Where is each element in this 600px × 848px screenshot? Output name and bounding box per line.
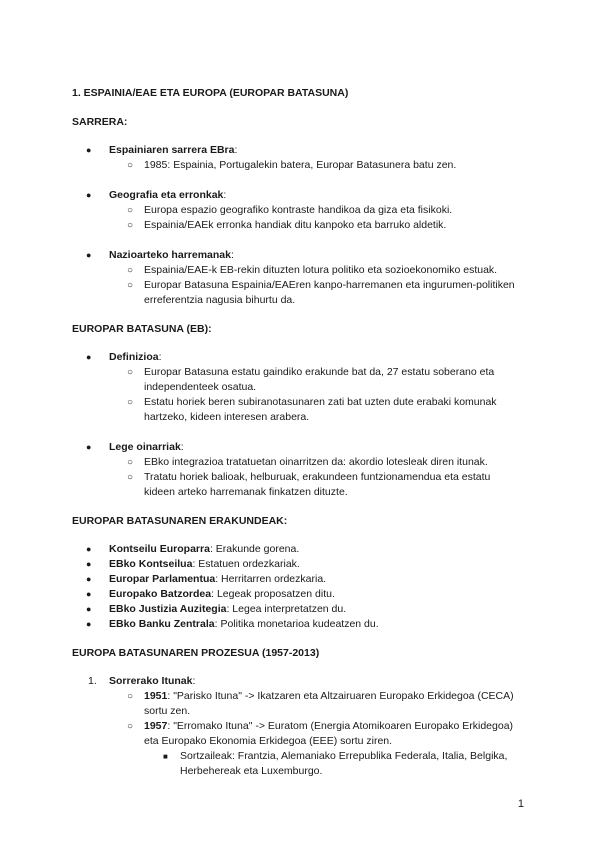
circle-bullet-icon: ○	[127, 367, 134, 378]
circle-bullet-icon: ○	[127, 472, 134, 483]
sub-list-item: ○ Europar Batasuna estatu gaindiko erakunde bat da, 27 estatu soberano eta independenteek osatua.	[127, 366, 495, 393]
sub-list-item: ○ Espainia/EAEk erronka handiak ditu kanpoko eta barruko aldetik.	[127, 219, 447, 231]
sub-list-item: ○ Espainia/EAE-k EB-rekin dituzten lotura politiko eta sozioekonomiko estuak.	[127, 264, 498, 276]
bullet-icon: ●	[86, 442, 92, 452]
sub-list-item: ○ 1957: "Erromako Ituna" -> Euratom (Energia Atomikoaren Europako Erkidegoa) eta Europako Ekonomia Erkidegoa (EEE) sortu ziren. ■ Sortzaileak: Frantzia, Alemaniako Errepublika Federala, Italia, Belgika, Herbehereak eta Luxemburgo.	[72, 719, 518, 779]
list-item: ● EBko Kontseilua: Estatuen ordezkariak.	[86, 558, 300, 570]
sub-list-item: ○ Estatu horiek beren subiranotasunaren zati bat uzten dute erabaki komunak hartzeko, kideen interesen arabera.	[127, 396, 497, 423]
circle-bullet-icon: ○	[127, 265, 134, 276]
eb-list	[72, 350, 518, 500]
section-heading-sarrera: SARRERA:	[72, 116, 128, 128]
bullet-icon: ●	[86, 145, 92, 155]
bullet-icon: ●	[86, 559, 92, 569]
section-heading-prozesua: EUROPA BATASUNAREN PROZESUA (1957-2013)	[72, 647, 320, 659]
list-item: ● Geografia eta erronkak: ○ Europa espazio geografiko kontraste handikoa da giza eta fisikoki. ○ Espainia/EAEk erronka handiak ditu kanpoko eta barruko aldetik.	[72, 188, 518, 233]
circle-bullet-icon: ○	[127, 160, 134, 171]
bullet-icon: ●	[86, 250, 92, 260]
bullet-icon: ●	[86, 619, 92, 629]
square-bullet-icon: ■	[163, 752, 168, 761]
section-heading-erakundeak: EUROPAR BATASUNAREN ERAKUNDEAK:	[72, 515, 288, 527]
sub-list-item: ○ Europa espazio geografiko kontraste handikoa da giza eta fisikoki.	[127, 204, 453, 216]
sub-list-item: ○ 1985: Espainia, Portugalekin batera, Europar Batasunera batu zen.	[127, 159, 457, 171]
sub-list-item: ○ Tratatu horiek balioak, helburuak, erakundeen funtzionamendua eta estatu kideen arteko harremanak finkatzen dituzte.	[127, 471, 491, 498]
section-heading-eb: EUROPAR BATASUNA (EB):	[72, 323, 212, 335]
sub-sub-list-item: ■ Sortzaileak: Frantzia, Alemaniako Errepublika Federala, Italia, Belgika, Herbehereak eta Luxemburgo.	[163, 750, 508, 777]
list-item: ● Kontseilu Europarra: Erakunde gorena.	[86, 543, 300, 555]
list-item: ● Espainiaren sarrera EBra: ○ 1985: Espainia, Portugalekin batera, Europar Batasunera batu zen.	[72, 143, 518, 173]
list-item: ● Europar Parlamentua: Herritarren ordezkaria.	[86, 573, 327, 585]
sub-list-item: ○ EBko integrazioa tratatuetan oinarritzen da: akordio lotesleak diren itunak.	[127, 456, 488, 468]
circle-bullet-icon: ○	[127, 220, 134, 231]
bullet-icon: ●	[86, 574, 92, 584]
bullet-icon: ●	[86, 589, 92, 599]
sub-list-item: ○ 1951: "Parisko Ituna" -> Ikatzaren eta Altzairuaren Europako Erkidegoa (CECA) sortu zen.	[127, 690, 514, 717]
bullet-icon: ●	[86, 352, 92, 362]
circle-bullet-icon: ○	[127, 691, 134, 702]
circle-bullet-icon: ○	[127, 457, 134, 468]
circle-bullet-icon: ○	[127, 280, 134, 291]
list-item: ● Lege oinarriak: ○ EBko integrazioa tratatuetan oinarritzen da: akordio lotesleak diren itunak. ○ Tratatu horiek balioak, helburuak, erakundeen funtzionamendua eta estatu kideen arteko harremanak finkatzen dituzte.	[72, 440, 518, 500]
bullet-icon: ●	[86, 604, 92, 614]
circle-bullet-icon: ○	[127, 397, 134, 408]
bullet-icon: ●	[86, 544, 92, 554]
erakundeak-list	[72, 542, 518, 632]
list-number: 1.	[88, 675, 97, 687]
document-content	[72, 86, 518, 779]
list-item: ● Europako Batzordea: Legeak proposatzen ditu.	[86, 588, 335, 600]
sub-list-item: ○ Europar Batasuna Espainia/EAEren kanpo-harremanen eta ingurumen-politiken erreferentzia nagusia bihurtu da.	[127, 279, 515, 306]
circle-bullet-icon: ○	[127, 721, 134, 732]
page-number: 1	[517, 798, 524, 810]
list-item: ● EBko Justizia Auzitegia: Legea interpretatzen du.	[86, 603, 347, 615]
prozesua-list	[72, 674, 518, 779]
list-item: ● Nazioarteko harremanak: ○ Espainia/EAE-k EB-rekin dituzten lotura politiko eta sozioekonomiko estuak. ○ Europar Batasuna Espainia/EAEren kanpo-harremanen eta ingurumen-politiken erreferentzia nagusia bihurtu da.	[72, 248, 518, 308]
bullet-icon: ●	[86, 190, 92, 200]
list-item: ● Definizioa: ○ Europar Batasuna estatu gaindiko erakunde bat da, 27 estatu soberano eta independenteek osatua. ○ Estatu horiek beren subiranotasunaren zati bat uzten dute erabaki komunak hartzeko, kideen interesen arabera.	[72, 350, 518, 425]
circle-bullet-icon: ○	[127, 205, 134, 216]
list-item: ● EBko Banku Zentrala: Politika monetarioa kudeatzen du.	[86, 618, 379, 630]
sarrera-list	[72, 143, 518, 308]
document-title: 1. ESPAINIA/EAE ETA EUROPA (EUROPAR BATASUNA)	[72, 87, 349, 99]
numbered-list-item: 1. Sorrerako Itunak: ○ 1951: "Parisko Ituna" -> Ikatzaren eta Altzairuaren Europako Erkidegoa (CECA) sortu zen. ○ 1957: "Erromako Ituna" -> Euratom (Energia Atomikoaren Europako Erkidegoa) eta Europako Ekonomia Erkidegoa (EEE) sortu ziren. ■ Sortzaileak: Frantzia, Alemaniako Errepublika Federala, Italia, Belgika, Herbehereak eta Luxemburgo.	[72, 674, 518, 779]
